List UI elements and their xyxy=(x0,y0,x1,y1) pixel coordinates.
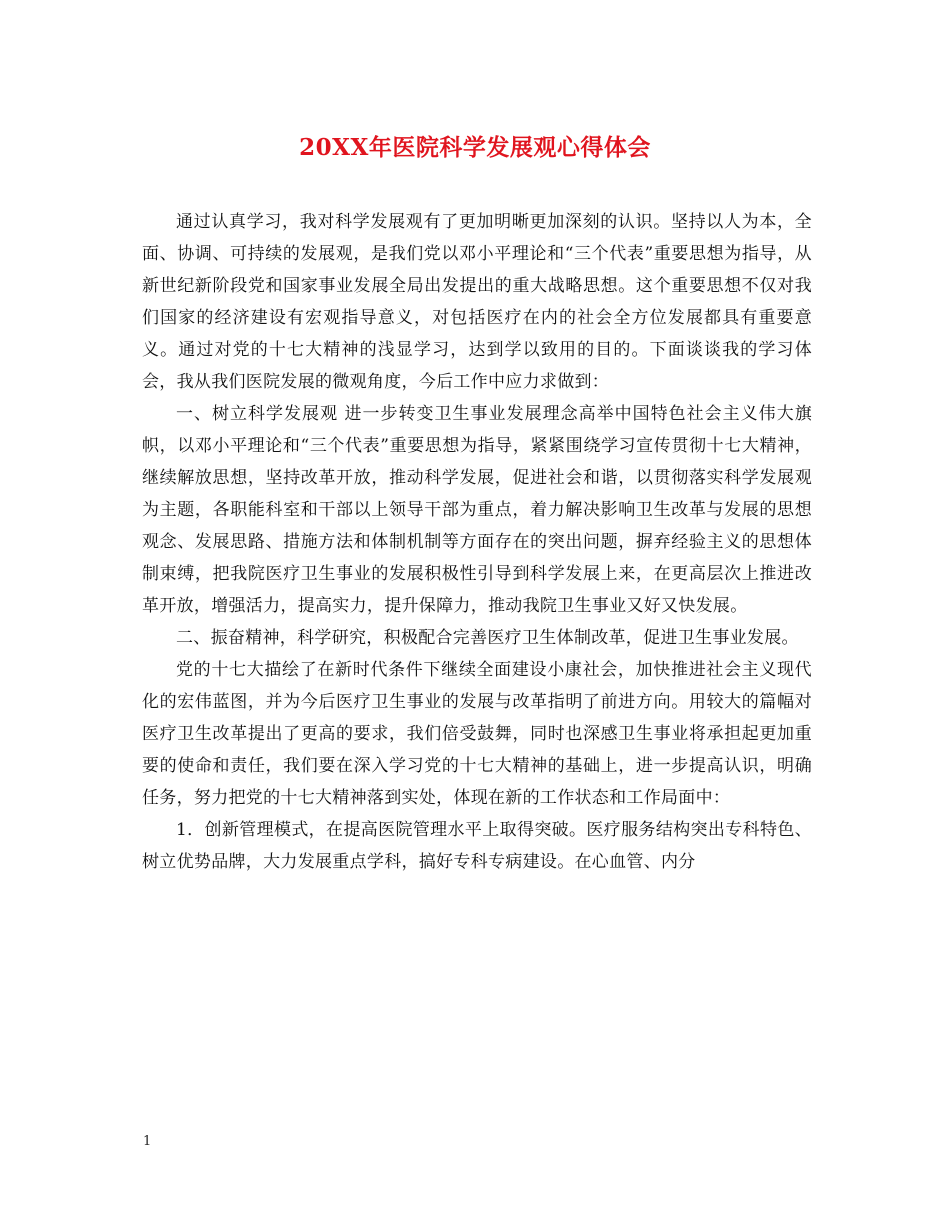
paragraph-section-two-heading: 二、振奋精神，科学研究，积极配合完善医疗卫生体制改革，促进卫生事业发展。 xyxy=(176,628,799,648)
document-body xyxy=(142,206,812,878)
page-number: 1 xyxy=(143,1134,152,1149)
paragraph-intro: 通过认真学习，我对科学发展观有了更加明晰更加深刻的认识。坚持以人为本，全面、协调、可持续的发展观，是我们党以邓小平理论和“三个代表”重要思想为指导，从新世纪新阶段党和国家事业发展全局出发提出的重大战略思想。这个重要思想不仅对我们国家的经济建设有宏观指导意义，对包括医疗在内的社会全方位发展都具有重要意义。通过对党的十七大精神的浅显学习，达到学以致用的目的。下面谈谈我的学习体会，我从我们医院发展的微观角度，今后工作中应力求做到： xyxy=(142,212,812,392)
document-title: 20XX年医院科学发展观心得体会 xyxy=(299,134,651,161)
paragraph-item-one: 1．创新管理模式，在提高医院管理水平上取得突破。医疗服务结构突出专科特色、树立优势品牌，大力发展重点学科，搞好专科专病建设。在心血管、内分 xyxy=(142,820,812,872)
paragraph-section-one: 一、树立科学发展观 进一步转变卫生事业发展理念高举中国特色社会主义伟大旗帜，以邓小平理论和“三个代表”重要思想为指导，紧紧围绕学习宣传贯彻十七大精神，继续解放思想，坚持改革开放，推动科学发展，促进社会和谐，以贯彻落实科学发展观为主题，各职能科室和干部以上领导干部为重点，着力解决影响卫生改革与发展的思想观念、发展思路、措施方法和体制机制等方面存在的突出问题，摒弃经验主义的思想体制束缚，把我院医疗卫生事业的发展积极性引导到科学发展上来，在更高层次上推进改革开放，增强活力，提高实力，提升保障力，推动我院卫生事业又好又快发展。 xyxy=(142,404,812,616)
paragraph-section-two-body: 党的十七大描绘了在新时代条件下继续全面建设小康社会，加快推进社会主义现代化的宏伟蓝图，并为今后医疗卫生事业的发展与改革指明了前进方向。用较大的篇幅对医疗卫生改革提出了更高的要求，我们倍受鼓舞，同时也深感卫生事业将承担起更加重要的使命和责任，我们要在深入学习党的十七大精神的基础上，进一步提高认识，明确任务，努力把党的十七大精神落到实处，体现在新的工作状态和工作局面中： xyxy=(142,660,812,808)
